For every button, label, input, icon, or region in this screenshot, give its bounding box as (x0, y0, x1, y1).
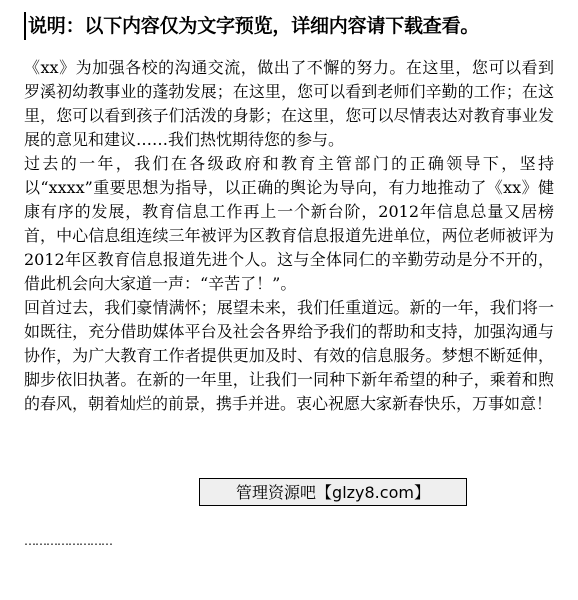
paragraph-intro: 《xx》为加强各校的沟通交流，做出了不懈的努力。在这里，您可以看到罗溪初幼教事业的蓬勃发展；在这里，您可以看到老师们辛勤的工作；在这里，您可以看到孩子们活泼的身影；在这里，您可以尽情表达对教育事业发展的意见和建议……我们热忱期待您的参与。 (24, 58, 554, 149)
preview-notice: 说明：以下内容仅为文字预览，详细内容请下载查看。 (24, 12, 576, 40)
ellipsis-line: …………………… (24, 534, 112, 548)
watermark-banner: 管理资源吧【glzy8.com】 (199, 478, 467, 506)
article-body (24, 56, 554, 416)
paragraph-outlook: 回首过去，我们豪情满怀；展望未来，我们任重道远。新的一年，我们将一如既往，充分借助媒体平台及社会各界给予我们的帮助和支持，加强沟通与协作，为广大教育工作者提供更加及时、有效的信息服务。梦想不断延伸，脚步依旧执著。在新的一年里，让我们一同种下新年希望的种子，乘着和煦的春风，朝着灿烂的前景，携手并进。衷心祝愿大家新春快乐，万事如意！ (24, 298, 554, 413)
paragraph-review: 过去的一年，我们在各级政府和教育主管部门的正确领导下，坚持以“xxxx”重要思想为指导，以正确的舆论为导向，有力地推动了《xx》健康有序的发展，教育信息工作再上一个新台阶，2012年信息总量又居榜首，中心信息组连续三年被评为区教育信息报道先进单位，两位老师被评为2012年区教育信息报道先进个人。这与全体同仁的辛勤劳动是分不开的，借此机会向大家道一声：“辛苦了！”。 (24, 154, 554, 293)
